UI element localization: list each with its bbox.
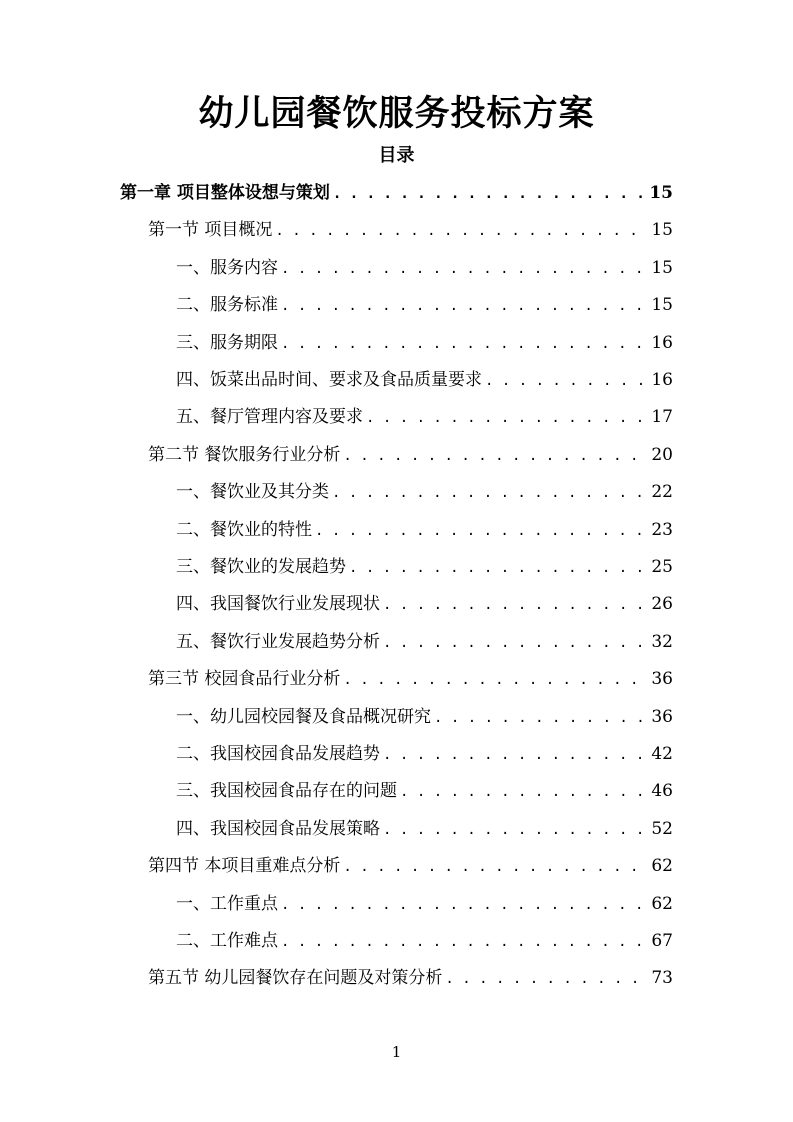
- toc-entry-page: 15: [649, 183, 673, 203]
- toc-entry-page: 22: [651, 482, 673, 503]
- toc-entry[interactable]: [148, 851, 673, 881]
- toc-entry[interactable]: [148, 664, 673, 694]
- toc-entry-label: 第四节 本项目重难点分析: [148, 856, 341, 877]
- toc-dot-leader: [315, 516, 648, 546]
- toc-entry-label: 三、我国校园食品存在的问题: [176, 781, 397, 802]
- toc-entry-page: 16: [651, 370, 673, 390]
- toc-entry-label: 第二节 餐饮服务行业分析: [148, 444, 341, 465]
- toc-entry[interactable]: [176, 889, 673, 919]
- toc-dot-leader: [275, 216, 648, 246]
- toc-entry[interactable]: [176, 739, 673, 769]
- toc-entry-page: 15: [651, 257, 673, 278]
- document-title: 幼儿园餐饮服务投标方案: [198, 93, 595, 134]
- toc-entry-label: 二、工作难点: [176, 931, 278, 951]
- toc-dot-leader: [434, 703, 648, 733]
- toc-dot-leader: [332, 478, 648, 508]
- toc-entry-label: 二、餐饮业的特性: [176, 519, 312, 540]
- toc-entry-label: 三、餐饮业的发展趋势: [176, 557, 346, 577]
- toc-entry[interactable]: [148, 963, 673, 993]
- toc-entry-page: 52: [651, 818, 673, 839]
- toc-dot-leader: [281, 291, 648, 321]
- toc-dot-leader: [281, 927, 648, 957]
- toc-dot-leader: [343, 852, 648, 882]
- toc-entry-page: 62: [651, 893, 673, 914]
- toc-entry-label: 一、幼儿园校园餐及食品概况研究: [176, 706, 431, 727]
- toc-entry-label: 一、餐饮业及其分类: [176, 482, 329, 503]
- toc-entry-label: 二、我国校园食品发展趋势: [176, 744, 380, 764]
- toc-entry[interactable]: [148, 215, 673, 245]
- toc-entry-page: 17: [651, 407, 673, 428]
- toc-entry-page: 26: [651, 594, 673, 615]
- toc-entry-label: 第五节 幼儿园餐饮存在问题及对策分析: [148, 968, 443, 989]
- toc-entry[interactable]: [176, 589, 673, 619]
- toc-entry-label: 第一章 项目整体设想与策划: [120, 183, 330, 203]
- toc-entry-page: 36: [651, 669, 673, 690]
- toc-entry[interactable]: [176, 477, 673, 507]
- toc-entry-page: 20: [651, 444, 673, 465]
- toc-entry[interactable]: [176, 402, 673, 432]
- toc-entry-page: 15: [651, 220, 673, 241]
- toc-entry[interactable]: [176, 702, 673, 732]
- toc-entry-label: 五、餐厅管理内容及要求: [176, 407, 363, 428]
- toc-entry-label: 四、我国校园食品发展策略: [176, 818, 380, 839]
- toc-dot-leader: [400, 777, 648, 807]
- toc-entry[interactable]: [120, 178, 673, 208]
- toc-entry-label: 四、饭菜出品时间、要求及食品质量要求: [176, 370, 482, 390]
- toc-entry-page: 15: [651, 295, 673, 316]
- toc-entry[interactable]: [176, 515, 673, 545]
- toc-entry-page: 23: [651, 519, 673, 540]
- toc-entry-page: 36: [651, 706, 673, 727]
- toc-dot-leader: [281, 329, 648, 359]
- toc-entry-page: 46: [651, 781, 673, 802]
- toc-entry-page: 42: [651, 744, 673, 764]
- toc-dot-leader: [383, 740, 648, 770]
- toc-entry-label: 第一节 项目概况: [148, 220, 273, 241]
- toc-dot-leader: [343, 665, 648, 695]
- toc-entry-label: 一、工作重点: [176, 893, 278, 914]
- toc-entry[interactable]: [176, 552, 673, 582]
- toc-entry[interactable]: [176, 926, 673, 956]
- toc-entry-page: 16: [651, 332, 673, 353]
- toc-entry-label: 第三节 校园食品行业分析: [148, 669, 341, 690]
- toc-entry[interactable]: [176, 253, 673, 283]
- toc-dot-leader: [485, 366, 648, 396]
- toc-dot-leader: [383, 815, 648, 845]
- toc-dot-leader: [445, 964, 648, 994]
- toc-entry-page: 25: [651, 557, 673, 577]
- toc-heading: 目录: [378, 145, 415, 166]
- toc-dot-leader: [333, 179, 646, 209]
- toc-dot-leader: [281, 254, 648, 284]
- toc-entry[interactable]: [176, 365, 673, 395]
- toc-entry-label: 四、我国餐饮行业发展现状: [176, 594, 380, 615]
- toc-dot-leader: [281, 890, 648, 920]
- toc-dot-leader: [349, 553, 648, 583]
- toc-dot-leader: [383, 590, 648, 620]
- toc-entry-label: 三、服务期限: [176, 332, 278, 353]
- toc-entry-page: 67: [651, 931, 673, 951]
- toc-entry-page: 73: [651, 968, 673, 989]
- toc-dot-leader: [343, 441, 648, 471]
- toc-entry-label: 二、服务标准: [176, 295, 278, 316]
- toc-entry[interactable]: [176, 814, 673, 844]
- toc-entry-label: 一、服务内容: [176, 257, 278, 278]
- toc-entry-page: 32: [651, 631, 673, 652]
- toc-entry[interactable]: [176, 290, 673, 320]
- toc-entry[interactable]: [148, 440, 673, 470]
- toc-entry-page: 62: [651, 856, 673, 877]
- toc-dot-leader: [383, 628, 648, 658]
- page-number: 1: [391, 1043, 402, 1061]
- toc-dot-leader: [366, 403, 648, 433]
- toc-entry[interactable]: [176, 776, 673, 806]
- toc-entry[interactable]: [176, 328, 673, 358]
- toc-entry[interactable]: [176, 627, 673, 657]
- toc-entry-label: 五、餐饮行业发展趋势分析: [176, 631, 380, 652]
